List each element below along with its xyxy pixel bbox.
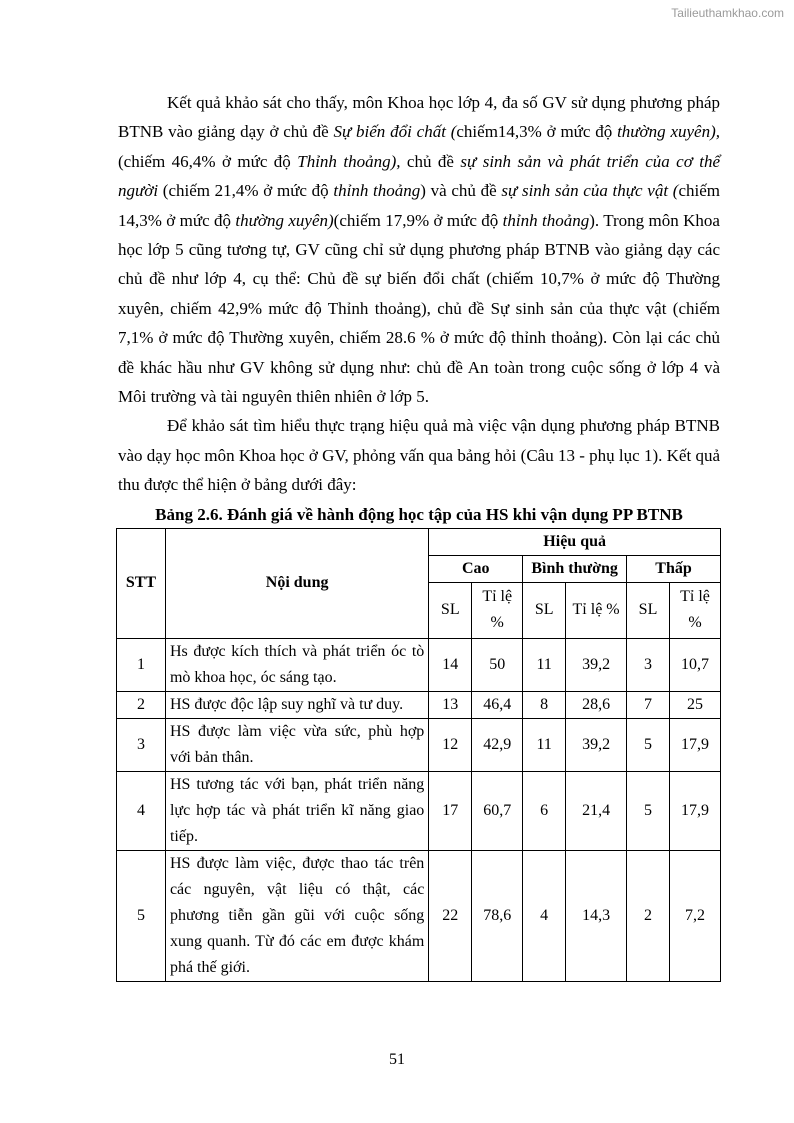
page-content (118, 88, 720, 982)
row-content: HS tương tác với bạn, phát triển năng lực hợp tác và phát triển kĩ năng giao tiếp. (165, 771, 428, 850)
cell-normal-sl: 8 (523, 691, 566, 718)
row-content: Hs được kích thích và phát triển óc tò mò khoa học, óc sáng tạo. (165, 638, 428, 691)
row-content: HS được làm việc, được thao tác trên các nguyên, vật liệu có thật, các phương tiễn gần gũi với cuộc sống xung quanh. Từ đó các em được khám phá thế giới. (165, 850, 428, 981)
cell-low-pct: 7,2 (669, 850, 720, 981)
row-stt: 3 (117, 718, 166, 771)
cell-low-sl: 5 (627, 771, 670, 850)
header-sl: SL (429, 582, 472, 638)
paragraph-2: Để khảo sát tìm hiểu thực trạng hiệu quả mà việc vận dụng phương pháp BTNB vào dạy học môn Khoa học ở GV, phỏng vấn qua bảng hỏi (Câu 13 - phụ lục 1). Kết quả thu được thể hiện ở bảng dưới đây: (118, 416, 720, 495)
cell-normal-sl: 11 (523, 638, 566, 691)
cell-normal-pct: 39,2 (566, 718, 627, 771)
row-content: HS được làm việc vừa sức, phù hợp với bản thân. (165, 718, 428, 771)
header-pct: Tỉ lệ % (566, 582, 627, 638)
cell-low-sl: 7 (627, 691, 670, 718)
cell-normal-sl: 11 (523, 718, 566, 771)
header-pct: Tỉ lệ % (472, 582, 523, 638)
table-caption: Bảng 2.6. Đánh giá về hành động học tập của HS khi vận dụng PP BTNB (155, 504, 683, 524)
cell-high-pct: 50 (472, 638, 523, 691)
header-pct: Tỉ lệ % (669, 582, 720, 638)
paragraph-1-segment: thỉnh thoảng (333, 181, 421, 201)
cell-high-pct: 42,9 (472, 718, 523, 771)
header-stt: STT (117, 528, 166, 638)
header-effect: Hiệu quả (429, 528, 721, 555)
paragraph-1-segment: Sự biến đổi chất ( (333, 122, 457, 142)
cell-high-sl: 13 (429, 691, 472, 718)
row-content: HS được độc lập suy nghĩ và tư duy. (165, 691, 428, 718)
header-sl: SL (523, 582, 566, 638)
page-number: 51 (389, 1051, 405, 1068)
paragraph-1 (118, 88, 720, 411)
cell-low-pct: 10,7 (669, 638, 720, 691)
paragraph-1-segment: (chiếm 21,4% ở mức độ (158, 181, 334, 201)
paragraph-1-segment: thường xuyên) (235, 210, 334, 230)
cell-high-sl: 14 (429, 638, 472, 691)
cell-normal-pct: 14,3 (566, 850, 627, 981)
cell-normal-pct: 21,4 (566, 771, 627, 850)
cell-low-sl: 3 (627, 638, 670, 691)
paragraph-1-segment: chủ đề (400, 151, 461, 171)
cell-high-sl: 17 (429, 771, 472, 850)
cell-low-pct: 17,9 (669, 718, 720, 771)
cell-normal-sl: 6 (523, 771, 566, 850)
cell-low-sl: 5 (627, 718, 670, 771)
table-row (117, 638, 721, 691)
paragraph-1-segment: sự sinh sản của thực vật ( (501, 181, 679, 201)
paragraph-1-segment: Thỉnh thoảng), (297, 151, 401, 171)
header-sl: SL (627, 582, 670, 638)
table-row (117, 771, 721, 850)
cell-low-sl: 2 (627, 850, 670, 981)
cell-high-sl: 22 (429, 850, 472, 981)
paragraph-1-segment: (chiếm 17,9% ở mức độ (333, 210, 503, 230)
paragraph-1-segment: ) và chủ đề (420, 181, 502, 201)
cell-low-pct: 17,9 (669, 771, 720, 850)
row-stt: 5 (117, 850, 166, 981)
cell-normal-pct: 39,2 (566, 638, 627, 691)
cell-normal-pct: 28,6 (566, 691, 627, 718)
row-stt: 2 (117, 691, 166, 718)
paragraph-1-segment: (chiếm 46,4% ở mức độ (118, 151, 298, 171)
paragraph-1-segment: ). Trong môn Khoa học lớp 5 cũng tương tự, GV cũng chỉ sử dụng phương pháp BTNB vào giảng dạy các chủ đề như lớp 4, cụ thể: Chủ đề sự biến đổi chất (chiếm 10,7% ở mức độ Thường xuyên, chiếm 42,9% mức độ Thỉnh thoảng), chủ đề Sự sinh sản của thực vật (chiếm 7,1% ở mức độ Thường xuyên, chiếm 28.6 % ở mức độ thỉnh thoảng). Còn lại các chủ đề khác hầu như GV không sử dụng như: chủ đề An toàn trong cuộc sống ở lớp 4 và Môi trường và tài nguyên thiên nhiên ở lớp 5. (118, 210, 720, 407)
paragraph-1-segment: chiếm14,3% ở mức độ (456, 122, 618, 142)
cell-high-sl: 12 (429, 718, 472, 771)
header-normal: Bình thường (523, 555, 627, 582)
table-row (117, 718, 721, 771)
paragraph-1-segment: Kết quả khảo sát cho thấy, môn Khoa học lớp 4, đa số GV sử dụng phương pháp BTNB vào giảng dạy ở chủ đề (118, 93, 720, 142)
row-stt: 4 (117, 771, 166, 850)
header-high: Cao (429, 555, 523, 582)
paragraph-1-segment: thỉnh thoảng (502, 210, 590, 230)
table-row (117, 691, 721, 718)
row-stt: 1 (117, 638, 166, 691)
cell-low-pct: 25 (669, 691, 720, 718)
cell-high-pct: 78,6 (472, 850, 523, 981)
paragraph-1-segment: sự sinh sản và phát triển của cơ thể người (118, 151, 720, 201)
cell-normal-sl: 4 (523, 850, 566, 981)
results-table (116, 528, 721, 982)
paragraph-1-segment: thường xuyên), (617, 122, 720, 142)
paragraph-1-segment: chiếm 14,3% ở mức độ (118, 181, 720, 230)
header-low: Thấp (627, 555, 721, 582)
cell-high-pct: 60,7 (472, 771, 523, 850)
watermark: Tailieuthamkhao.com (671, 6, 784, 20)
cell-high-pct: 46,4 (472, 691, 523, 718)
table-row (117, 850, 721, 981)
header-content: Nội dung (165, 528, 428, 638)
